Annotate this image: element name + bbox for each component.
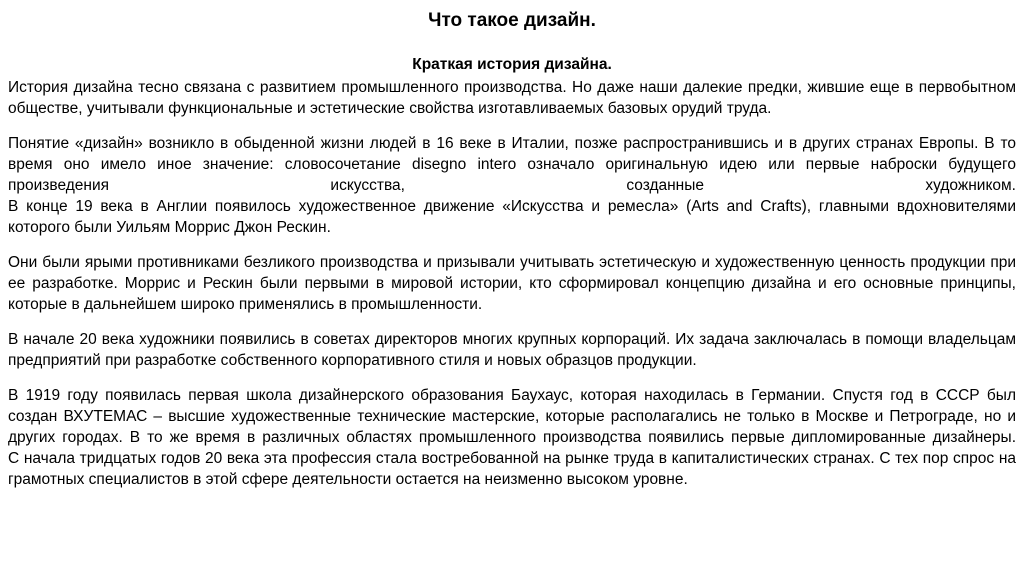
- paragraph-4: [8, 329, 1016, 371]
- paragraph-text: В начале 20 века художники появились в советах директоров многих крупных корпораций. Их задача заключалась в помощи владельцам предприятий при разработке собственного корпоративного стиля и новых образцов продукции.: [8, 331, 1016, 369]
- paragraph-1: [8, 77, 1016, 119]
- paragraph-text: Понятие «дизайн» возникло в обыденной жизни людей в 16 веке в Италии, позже распространившись и в других странах Европы. В то время оно имело иное значение: словосочетание disegno intero означало оригинальную идею или первые наброски будущего произведения искусства, созданные художником.: [8, 135, 1016, 194]
- document-page: [8, 0, 1016, 574]
- paragraph-text: В 1919 году появилась первая школа дизайнерского образования Баухаус, которая находилась в Германии. Спустя год в СССР был создан ВХУТЕМАС – высшие художественные технические мастерские, которые располагались не только в Москве и Петрограде, но и других городах. В то же время в различных областях промышленного производства появились первые дипломированные дизайнеры.: [8, 387, 1016, 446]
- paragraph-5: [8, 385, 1016, 490]
- paragraph-text: Они были ярыми противниками безликого производства и призывали учитывать эстетическую и художественную ценность продукции при ее разработке. Моррис и Рескин были первыми в мировой истории, кто сформировал концепцию дизайна и его основные принципы, которые в дальнейшем широко применялись в промышленности.: [8, 254, 1016, 313]
- paragraph-3: [8, 252, 1016, 315]
- page-title: Что такое дизайн.: [428, 10, 596, 31]
- paragraph-text: С начала тридцатых годов 20 века эта профессия стала востребованной на рынке труда в капиталистических странах. С тех пор спрос на грамотных специалистов в этой сфере деятельности остается на неизменно высоком уровне.: [8, 450, 1016, 488]
- paragraph-text: История дизайна тесно связана с развитием промышленного производства. Но даже наши далекие предки, жившие еще в первобытном обществе, учитывали функциональные и эстетические свойства изготавливаемых базовых орудий труда.: [8, 79, 1016, 117]
- paragraph-2: [8, 133, 1016, 238]
- paragraph-text: В конце 19 века в Англии появилось художественное движение «Искусства и ремесла» (Arts and Crafts), главными вдохновителями которого были Уильям Моррис Джон Рескин.: [8, 198, 1016, 236]
- section-subtitle: Краткая история дизайна.: [412, 56, 612, 73]
- document-body: [8, 77, 1016, 504]
